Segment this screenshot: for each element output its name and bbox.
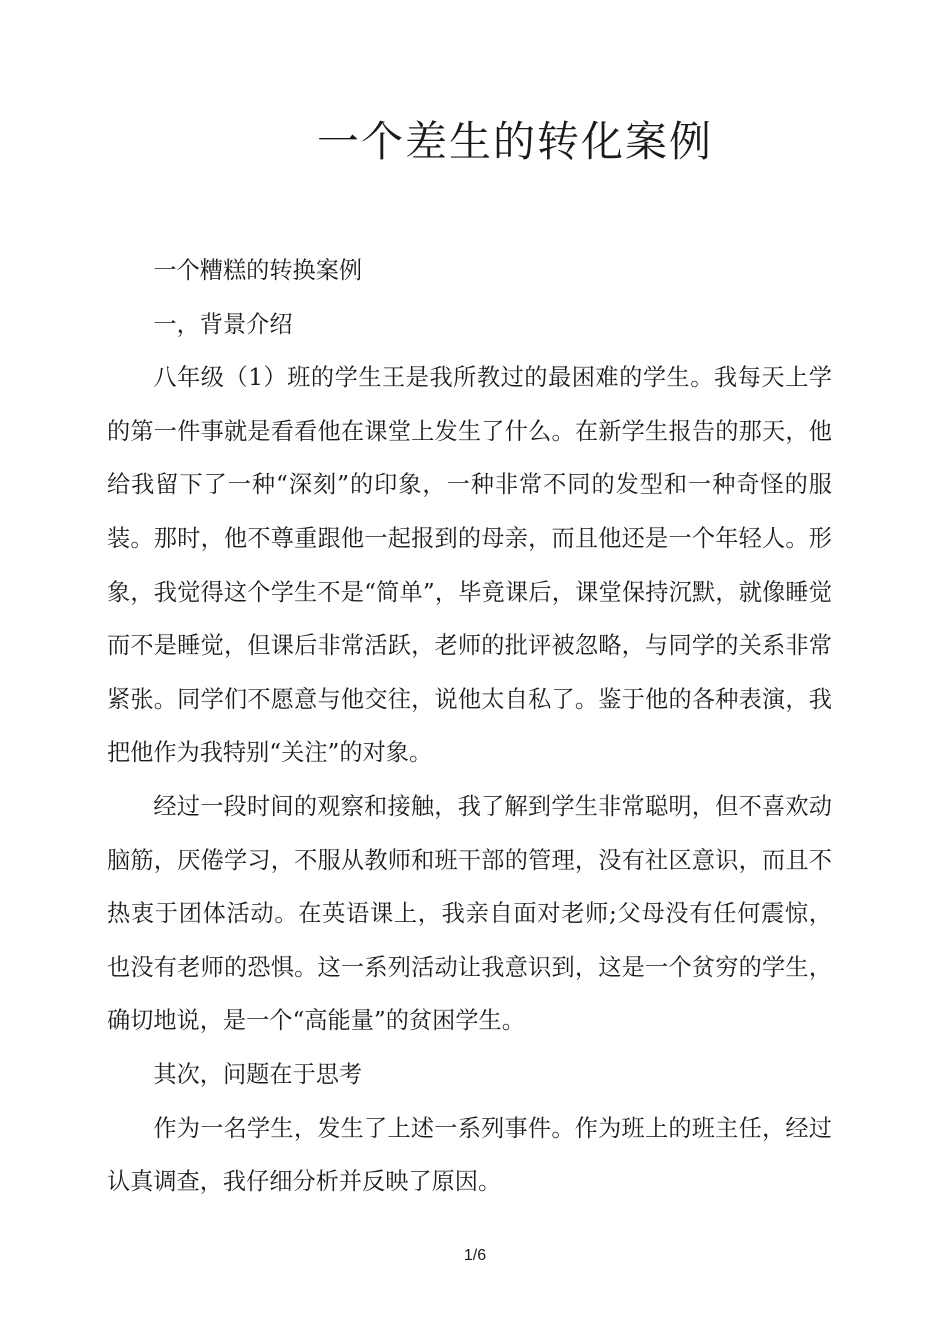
paragraph-section-heading-background: 一，背景介绍 (153, 310, 293, 338)
paragraph-background-intro: 八年级（1）班的学生王是我所教过的最困难的学生。我每天上学的第一件事就是看看他在课堂上发生了什么。在新学生报告的那天，他给我留下了一种“深刻”的印象，一种非常不同的发型和一种奇怪的服装。那时，他不尊重跟他一起报到的母亲，而且他还是一个年轻人。形象，我觉得这个学生不是“简单”，毕竟课后，课堂保持沉默，就像睡觉而不是睡觉，但课后非常活跃，老师的批评被忽略，与同学的关系非常紧张。同学们不愿意与他交往，说他太自私了。鉴于他的各种表演，我把他作为我特别“关注”的对象。 (107, 364, 832, 767)
document-body (107, 244, 832, 1209)
paragraph-analysis: 作为一名学生，发生了上述一系列事件。作为班上的班主任，经过认真调查，我仔细分析并反映了原因。 (107, 1114, 832, 1196)
paragraph-subtitle: 一个糟糕的转换案例 (153, 257, 363, 284)
paragraph-observation: 经过一段时间的观察和接触，我了解到学生非常聪明，但不喜欢动脑筋，厌倦学习，不服从教师和班干部的管理，没有社区意识，而且不热衷于团体活动。在英语课上，我亲自面对老师;父母没有任何震惊，也没有老师的恐惧。这一系列活动让我意识到，这是一个贫穷的学生，确切地说，是一个“高能量”的贫困学生。 (107, 792, 832, 1035)
page-title: 一个差生的转化案例 (316, 117, 713, 166)
paragraph-section-heading-problem: 其次，问题在于思考 (153, 1060, 363, 1088)
page-number: 1/6 (463, 1247, 487, 1264)
